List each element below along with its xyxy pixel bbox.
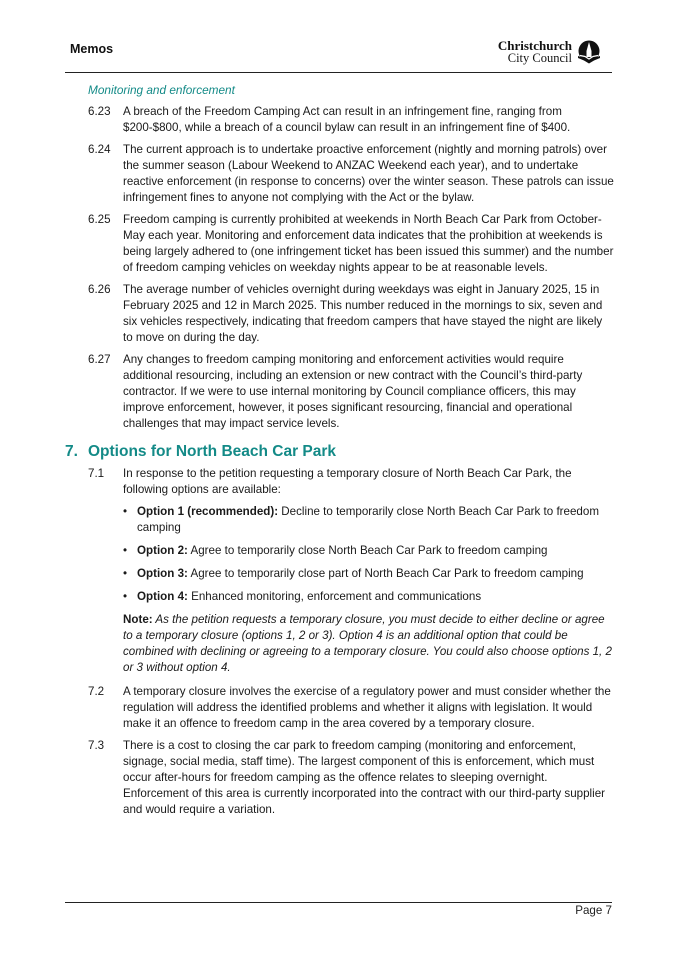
paragraph-7-2 — [65, 684, 615, 732]
option-text: Agree to temporarily close North Beach Car Park to freedom camping — [187, 544, 548, 557]
paragraph-text: The current approach is to undertake proactive enforcement (nightly and morning patrols) over the summer season (Labour Weekend to ANZAC Weekend each year), and to undertake reactive enforcement (in response to concerns) over the winter season. These patrols can issue infringement fines to anyone not complying with the Act or the bylaw. — [123, 143, 614, 204]
option-text: Enhanced monitoring, enforcement and communications — [187, 590, 482, 603]
paragraph-text: In response to the petition requesting a temporary closure of North Beach Car Park, the following options are available: — [123, 467, 572, 496]
paragraph-number: 7.3 — [88, 739, 105, 752]
paragraph-number: 6.25 — [88, 213, 111, 226]
options-note — [123, 612, 615, 676]
option-label: Option 4: — [137, 590, 188, 603]
paragraph-text: A breach of the Freedom Camping Act can result in an infringement fine, ranging from $200-$800, while a breach of a council bylaw can result in an infringement fine of $400. — [123, 105, 571, 134]
note-label: Note: — [123, 613, 153, 626]
options-list — [123, 504, 615, 605]
paragraph-number: 7.2 — [88, 685, 105, 698]
paragraph-7-3 — [65, 738, 615, 818]
header-title: Memos — [70, 42, 114, 56]
council-logo — [498, 39, 602, 65]
paragraph-6-26 — [65, 282, 615, 346]
paragraph-7-1 — [65, 466, 615, 498]
option-text: Decline to temporarily close North Beach Car Park to freedom camping — [137, 505, 599, 534]
section-heading-7 — [65, 444, 615, 460]
note-text: As the petition requests a temporary closure, you must decide to either decline or agree to a temporary closure (options 1, 2 or 3). Option 4 is an additional option that could be combined with declining or agreeing to a temporary closure. You could also choose options 1, 2 or 3 without option 4. — [123, 613, 612, 674]
paragraph-text: A temporary closure involves the exercise of a regulatory power and must consider whether the regulation will address the identified problems and whether it aligns with legislation. It would make it an offence to freedom camp in the area covered by a temporary closure. — [123, 685, 611, 730]
page-header — [65, 36, 612, 73]
logo-line1: Christchurch — [497, 38, 572, 53]
section-number: 7. — [65, 443, 78, 460]
paragraph-number: 6.24 — [88, 143, 111, 156]
logo-text — [498, 40, 572, 64]
section-title: Options for North Beach Car Park — [88, 443, 337, 460]
page-number: Page 7 — [575, 904, 612, 917]
option-label: Option 2: — [137, 544, 188, 557]
option-text: Agree to temporarily close part of North Beach Car Park to freedom camping — [187, 567, 584, 580]
bullet-icon: • — [123, 544, 128, 557]
document-body — [65, 80, 615, 824]
option-item-3 — [123, 566, 615, 582]
bullet-icon: • — [123, 590, 128, 603]
option-item-1 — [123, 504, 615, 536]
bullet-icon: • — [123, 505, 128, 518]
paragraph-number: 6.23 — [88, 105, 111, 118]
option-label: Option 1 (recommended): — [137, 505, 279, 518]
option-item-2 — [123, 543, 615, 559]
bullet-icon: • — [123, 567, 128, 580]
paragraph-6-27 — [65, 352, 615, 432]
paragraph-number: 7.1 — [88, 467, 105, 480]
paragraph-6-24 — [65, 142, 615, 206]
paragraph-text: Any changes to freedom camping monitoring and enforcement activities would require additional resourcing, including an extension or new contract with the Council’s third-party contractor. If we were to use internal monitoring by Council compliance officers, this may improve enforcement, however, it poses significant resourcing, financial and operational challenges that may impact service levels. — [123, 353, 583, 430]
paragraph-text: There is a cost to closing the car park to freedom camping (monitoring and enforcement, signage, social media, staff time). The largest component of this is enforcement, which must occur after-hours for freedom camping as the offence relates to sleeping overnight. Enforcement of this area is currently incorporated into the contract with our third-party supplier and would require a variation. — [123, 739, 606, 816]
logo-line2: City Council — [507, 51, 572, 65]
cathedral-emblem-icon — [576, 39, 602, 65]
option-label: Option 3: — [137, 567, 188, 580]
paragraph-6-23 — [65, 104, 615, 136]
paragraph-number: 6.26 — [88, 283, 111, 296]
paragraph-text: The average number of vehicles overnight during weekdays was eight in January 2025, 15 in February 2025 and 12 in March 2025. This number reduced in the mornings to six, seven and six vehicles respectively, indicating that freedom campers that have stayed the night are likely to move on during the day. — [123, 283, 603, 344]
page-footer — [65, 902, 612, 917]
option-item-4 — [123, 589, 615, 605]
paragraph-number: 6.27 — [88, 353, 111, 366]
paragraph-text: Freedom camping is currently prohibited at weekends in North Beach Car Park from October-May each year. Monitoring and enforcement data indicates that the prohibition at weekends is being largely adhered to (one infringement ticket has been issued this summer) and the number of freedom camping vehicles on weekday nights appear to be at reasonable levels. — [123, 213, 614, 274]
subsection-title: Monitoring and enforcement — [88, 83, 235, 97]
paragraph-6-25 — [65, 212, 615, 276]
